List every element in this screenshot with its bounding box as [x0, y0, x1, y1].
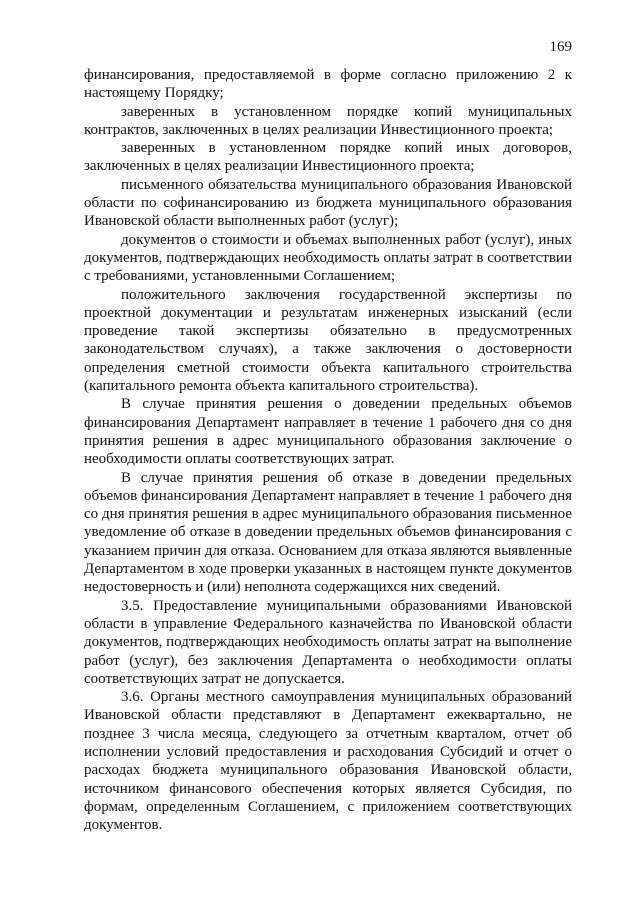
- document-body: [84, 66, 572, 834]
- page-number: 169: [549, 39, 572, 55]
- list-item-other-agreements: заверенных в установленном порядке копий иных договоров, заключенных в целях реализации Инвестиционного проекта;: [84, 140, 572, 175]
- list-item-contracts: заверенных в установленном порядке копий муниципальных контрактов, заключенных в целях реализации Инвестиционного проекта;: [84, 103, 572, 138]
- clause-3-5: 3.5. Предоставление муниципальными образованиями Ивановской области в управление Федерального казначейства по Ивановской области документов, подтверждающих необходимость оплаты затрат на выполнение работ (услуг), без заключения Департамента о необходимости оплаты соответствующих затрат не допускается.: [84, 597, 572, 687]
- paragraph-decision-approval: В случае принятия решения о доведении предельных объемов финансирования Департамент направляет в течение 1 рабочего дня со дня принятия решения в адрес муниципального образования заключение о необходимости оплаты соответствующих затрат.: [84, 396, 572, 468]
- list-item-cost-documents: документов о стоимости и объемах выполненных работ (услуг), иных документов, подтверждающих необходимость оплаты затрат в соответствии с требованиями, установленными Соглашением;: [84, 231, 572, 285]
- list-item-written-obligation: письменного обязательства муниципального образования Ивановской области по софинансированию из бюджета муниципального образования Ивановской области выполненных работ (услуг);: [84, 176, 572, 230]
- paragraph-decision-refusal: В случае принятия решения об отказе в доведении предельных объемов финансирования Департамент направляет в течение 1 рабочего дня со дня принятия решения в адрес муниципального образования письменное уведомление об отказе в доведении предельных объемов финансирования с указанием причин для отказа. Основанием для отказа являются выявленные Департаментом в ходе проверки указанных в настоящем пункте документов недостоверность и (или) неполнота содержащихся них сведений.: [84, 469, 572, 596]
- paragraph-continuation: финансирования, предоставляемой в форме согласно приложению 2 к настоящему Порядку;: [84, 67, 572, 102]
- clause-3-6: 3.6. Органы местного самоуправления муниципальных образований Ивановской области представляют в Департамент ежеквартально, не позднее 3 числа месяца, следующего за отчетным кварталом, отчет об исполнении условий предоставления и расходования Субсидий и отчет о расходах бюджета муниципального образования Ивановской области, источником финансового обеспечения которых является Субсидия, по формам, определенным Соглашением, с приложением соответствующих документов.: [84, 689, 572, 834]
- list-item-expert-conclusion: положительного заключения государственной экспертизы по проектной документации и результатам инженерных изысканий (если проведение такой экспертизы обязательно в предусмотренных законодательством случаях), а также заключения о достоверности определения сметной стоимости объекта капитального строительства (капитального ремонта объекта капитального строительства).: [84, 286, 572, 395]
